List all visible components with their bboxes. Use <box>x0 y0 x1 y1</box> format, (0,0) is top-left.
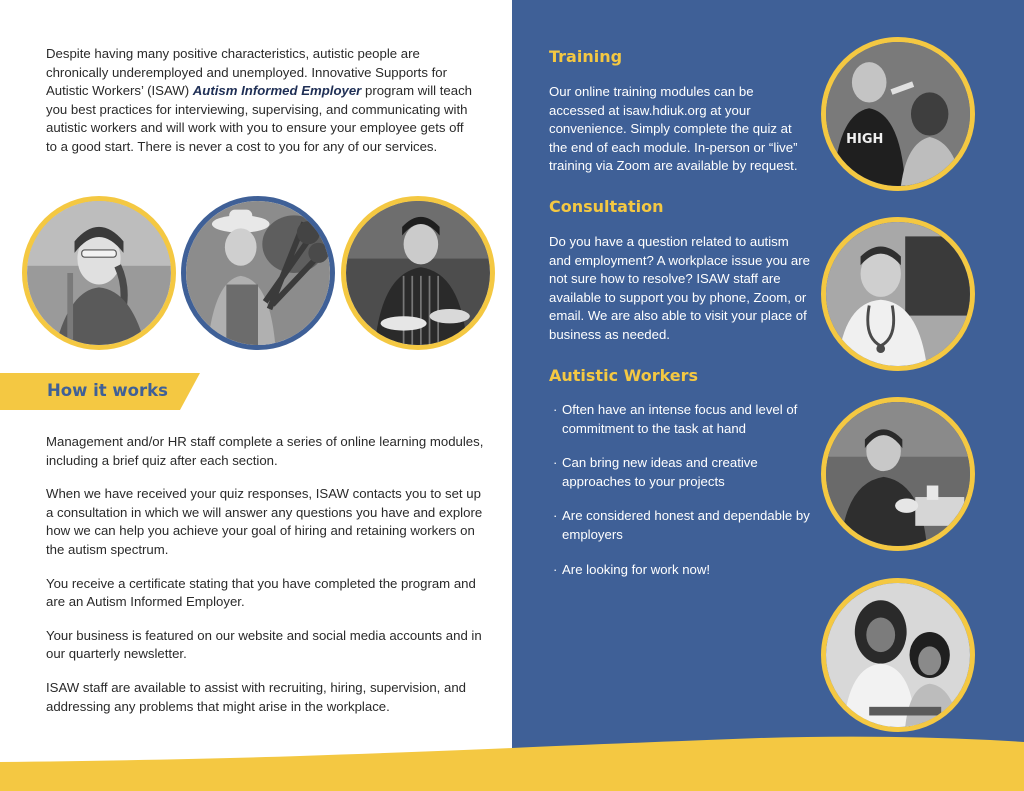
list-item: · Are considered honest and dependable by employers <box>553 508 810 542</box>
list-item: · Are looking for work now! <box>553 561 815 580</box>
bullet-dot: · <box>553 561 558 577</box>
how-step-3: You receive a certificate stating that you have completed the program and are an Autism Informed Employer. <box>46 575 476 610</box>
consultation-heading: Consultation <box>549 197 664 216</box>
bullet-dot: · <box>553 455 558 471</box>
program-name: Autism Informed Employer <box>192 83 362 99</box>
photo-woman-worker <box>22 196 176 350</box>
how-it-works-heading: How it works <box>47 381 168 400</box>
photo-woman-in-workshop <box>821 397 975 551</box>
how-step-4: Your business is featured on our website and social media accounts and in our quarterly newsletter. <box>46 627 482 662</box>
how-step-2: When we have received your quiz responses, ISAW contacts you to set up a consultation in which we will answer any questions you have and explore how we can help you achieve your goal of hiring and retaining workers on the autism spectrum. <box>46 486 483 557</box>
bullet-dot: · <box>553 508 558 524</box>
how-it-works-body <box>46 433 486 731</box>
bottom-wave-accent <box>0 730 1024 791</box>
training-heading: Training <box>549 47 623 66</box>
autistic-workers-heading: Autistic Workers <box>549 366 699 385</box>
photo-barber-cutting-hair <box>821 37 975 191</box>
photo-farmer-with-greens <box>181 196 335 350</box>
bullet-dot: · <box>553 402 558 417</box>
autistic-workers-list <box>553 401 815 595</box>
photo-doctor-with-stethoscope <box>821 217 975 371</box>
shirt-text: HIGH <box>846 131 884 147</box>
photo-two-women-at-laptop <box>821 578 975 732</box>
how-step-5: ISAW staff are available to assist with recruiting, hiring, supervision, and addressing any problems that might arise in the workplace. <box>46 679 466 714</box>
intro-paragraph: Despite having many positive characteristics, autistic people are chronically underemployed and unemployed. Innovative Supports for Autistic Workers’ (ISAW) Autism Informed Employer program will teach you best practices for interviewing, supervising, and communicating with autistic workers and will work with you to ensure your employee gets off to a good start. There is never a cost to you for any of our services. <box>46 46 472 154</box>
consultation-text: Do you have a question related to autism and employment? A workplace issue you are not sure how to resolve? ISAW staff are available to support you by phone, Zoom, or email. We are also able to visit your place of business as needed. <box>549 234 810 342</box>
how-step-1: Management and/or HR staff complete a series of online learning modules, including a brief quiz after each section. <box>46 434 484 468</box>
list-item: · Often have an intense focus and level of commitment to the task at hand <box>553 402 798 436</box>
list-item: · Can bring new ideas and creative approaches to your projects <box>553 455 758 489</box>
training-text: Our online training modules can be accessed at isaw.hdiuk.org at your convenience. Simply complete the quiz at the end of each module. In-person or “live” training via Zoom are available by request. <box>549 84 798 174</box>
photo-chef-plating <box>341 196 495 350</box>
